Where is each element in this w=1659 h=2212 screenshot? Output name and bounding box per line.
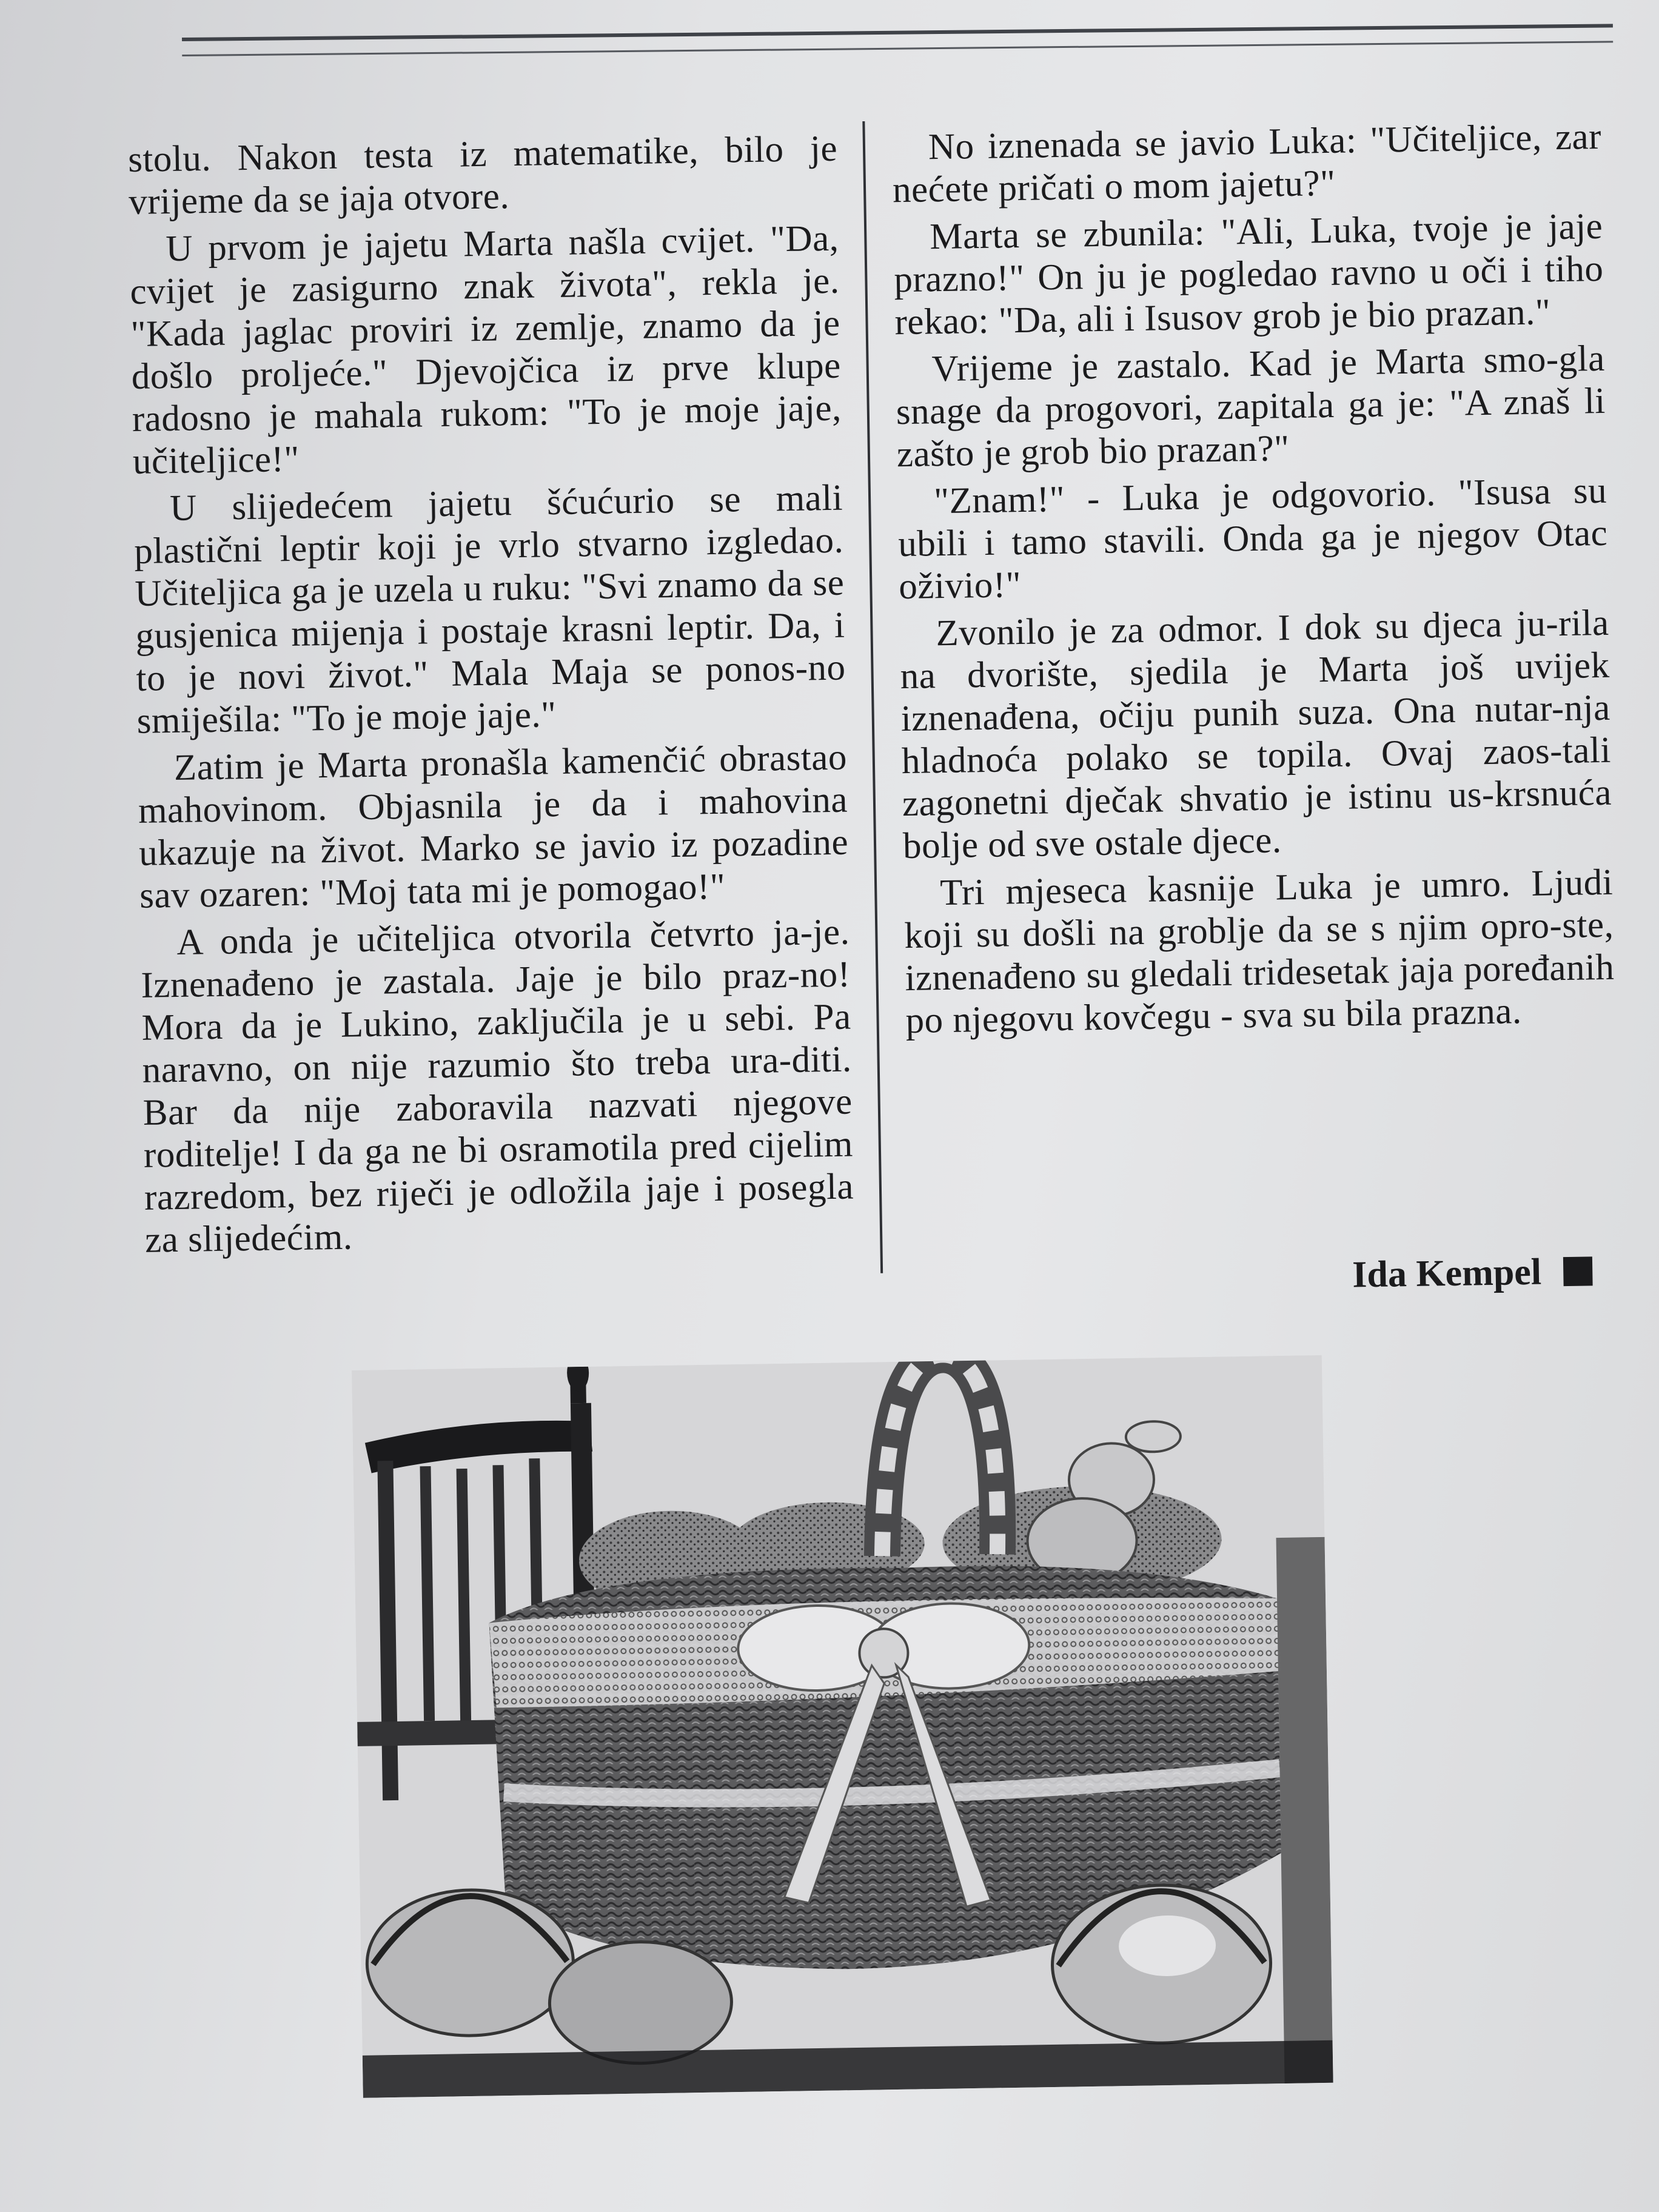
- paragraph: Tri mjeseca kasnije Luka je umro. Ljudi koji su došli na groblje da se s njim opro-ste, iznenađeno su gledali tridesetak jaja poređanih po njegovu kovčegu - sva su bila prazna.: [903, 862, 1615, 1042]
- paragraph: A onda je učiteljica otvorila četvrto ja-je. Iznenađeno je zastala. Jaje je bilo praz-no! Mora da je Lukino, zaključila je u sebi. Pa naravno, on nije razumio što treba ura-diti. Bar da nije zaboravila nazvati njegove roditelje! I da ga ne bi osramotila pred cijelim razredom, bez riječi je odložila jaje i posegla za slijedećim.: [141, 911, 854, 1261]
- left-column: [128, 128, 855, 1267]
- easter-basket-photo: [352, 1355, 1333, 2098]
- paragraph: U slijedećem jajetu šćućurio se mali plastični leptir koji je vrlo stvarno izgledao. Učiteljica ga je uzela u ruku: "Svi znamo da se gusjenica mijenja i postaje krasni leptir. Da, i to je novi život." Mala Maja se ponos-no smiješila: "To je moje jaje.": [133, 477, 846, 742]
- easter-basket-illustration: [352, 1355, 1333, 2098]
- column-divider: [862, 121, 883, 1273]
- paragraph: stolu. Nakon testa iz matematike, bilo je vrijeme da se jaja otvore.: [127, 128, 838, 223]
- author-byline: [1352, 1250, 1593, 1296]
- paragraph: "Znam!" - Luka je odgovorio. "Isusa su ubili i tamo stavili. Onda ga je njegov Otac oživio!": [897, 470, 1608, 608]
- end-mark-icon: [1563, 1256, 1593, 1286]
- paragraph: Zvonilo je za odmor. I dok su djeca ju-rila na dvorište, sjedila je Marta još uvijek iznenađena, očiju punih suza. Ona nutar-nja hladnoća polako se topila. Ovaj zaos-tali zagonetni dječak shvatio je istinu us-krsnuća bolje od sve ostale djece.: [900, 602, 1612, 867]
- paragraph: Marta se zbunila: "Ali, Luka, tvoje je jaje prazno!" On ju je pogledao ravno u oči i tiho rekao: "Da, ali i Isusov grob je bio prazan.": [893, 206, 1604, 343]
- paragraph: Zatim je Marta pronašla kamenčić obrastao mahovinom. Objasnila je da i mahovina ukazuje na život. Marko se javio iz pozadine sav ozaren: "Moj tata mi je pomogao!": [138, 737, 849, 916]
- paragraph: U prvom je jajetu Marta našla cvijet. "Da, cvijet je zasigurno znak života", rekla je. "Kada jaglac proviri iz zemlje, znamo da je došlo proljeće." Djevojčica iz prve klupe radosno je mahala rukom: "To je moje jaje, učiteljice!": [130, 218, 842, 482]
- article: [91, 91, 1659, 1352]
- right-column: [891, 116, 1615, 1047]
- author-name: Ida Kempel: [1352, 1251, 1542, 1296]
- paragraph: No iznenada se javio Luka: "Učiteljice, zar nećete pričati o mom jajetu?": [892, 116, 1602, 211]
- header-rule: [182, 24, 1613, 56]
- paragraph: Vrijeme je zastalo. Kad je Marta smo-gla snage da progovori, zapitala ga je: "A znaš li zašto je grob bio prazan?": [896, 338, 1606, 475]
